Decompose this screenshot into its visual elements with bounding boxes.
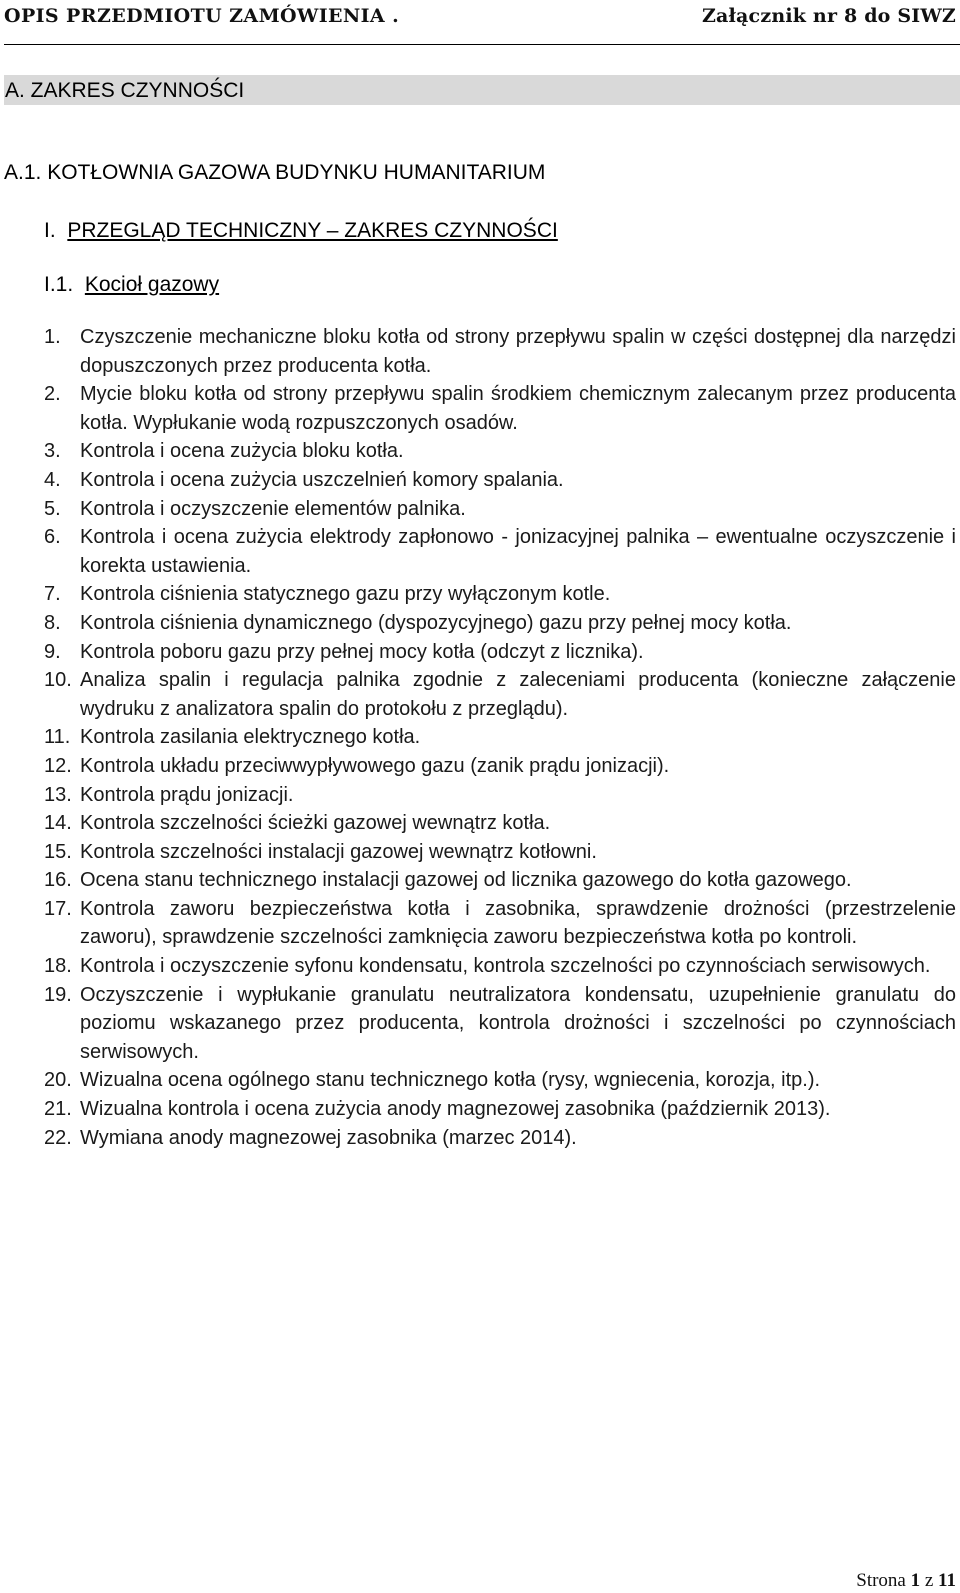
- item-number: 6.: [44, 526, 61, 549]
- item-number: 15.: [44, 840, 72, 863]
- of-label: z: [924, 1570, 934, 1591]
- item-text: Wymiana anody magnezowej zasobnika (marzec 2014).: [80, 1126, 577, 1149]
- item-text: Kontrola ciśnienia statycznego gazu przy wyłączonym kotle.: [80, 583, 611, 606]
- item-text: Ocena stanu technicznego instalacji gazowej od licznika gazowego do kotła gazowego.: [80, 869, 852, 892]
- item-text: Kontrola i ocena zużycia uszczelnień komory spalania.: [80, 468, 564, 491]
- item-number: 2.: [44, 383, 61, 406]
- item-text: Kontrola układu przeciwwypływowego gazu (zanik prądu jonizacji).: [80, 754, 670, 777]
- list-item: [44, 952, 956, 981]
- item-number: 19.: [44, 983, 72, 1006]
- item-text: Kontrola zaworu bezpieczeństwa kotła i zasobnika, sprawdzenie drożności (przestrzelenie zaworu), sprawdzenie szczelności zamknięcia zaworu bezpieczeństwa kotła po kontroli.: [80, 897, 956, 949]
- item-text: Kontrola szczelności instalacji gazowej wewnątrz kotłowni.: [80, 840, 597, 863]
- item-number: 5.: [44, 497, 61, 520]
- list-item: [44, 781, 956, 810]
- page-header: [4, 0, 960, 45]
- item-text: Kontrola poboru gazu przy pełnej mocy kotła (odczyt z licznika).: [80, 640, 644, 663]
- part-heading: [44, 218, 558, 244]
- item-number: 16.: [44, 869, 72, 892]
- list-item: [44, 866, 956, 895]
- list-item: [44, 380, 956, 437]
- item-text: Kontrola ciśnienia dynamicznego (dyspozycyjnego) gazu przy pełnej mocy kotła.: [80, 611, 792, 634]
- list-item: [44, 666, 956, 723]
- item-group-number: I.1.: [44, 273, 74, 296]
- item-number: 11.: [44, 726, 71, 749]
- list-item: [44, 809, 956, 838]
- item-text: Wizualna kontrola i ocena zużycia anody magnezowej zasobnika (październik 2013).: [80, 1098, 831, 1121]
- item-number: 8.: [44, 611, 61, 634]
- list-item: [44, 1124, 956, 1153]
- item-number: 20.: [44, 1069, 72, 1092]
- list-item: [44, 323, 956, 380]
- list-item: [44, 638, 956, 667]
- list-item: [44, 466, 956, 495]
- page-number: 1: [910, 1570, 921, 1591]
- item-number: 17.: [44, 897, 72, 920]
- page-label: Strona: [856, 1570, 906, 1591]
- item-text: Wizualna ocena ogólnego stanu technicznego kotła (rysy, wgniecenia, korozja, itp.).: [80, 1069, 821, 1092]
- item-text: Kontrola szczelności ścieżki gazowej wewnątrz kotła.: [80, 812, 551, 835]
- section-heading-band: [4, 75, 960, 105]
- item-number: 9.: [44, 640, 61, 663]
- header-attachment: Załącznik nr 8 do SIWZ: [701, 5, 956, 27]
- list-item: [44, 495, 956, 524]
- part-number: I.: [44, 219, 56, 242]
- list-item: [44, 523, 956, 580]
- list-item: [44, 752, 956, 781]
- list-item: [44, 1066, 956, 1095]
- list-item: [44, 838, 956, 867]
- item-number: 22.: [44, 1126, 72, 1149]
- item-number: 12.: [44, 754, 72, 777]
- section-heading: A. ZAKRES CZYNNOŚCI: [5, 79, 245, 102]
- item-text: Kontrola zasilania elektrycznego kotła.: [80, 726, 421, 749]
- item-number: 21.: [44, 1098, 72, 1121]
- item-number: 18.: [44, 955, 72, 978]
- item-text: Kontrola i oczyszczenie syfonu kondensatu, kontrola szczelności po czynnościach serwisowych.: [80, 955, 931, 978]
- page-total: 11: [938, 1570, 956, 1591]
- item-text: Kontrola prądu jonizacji.: [80, 783, 294, 806]
- list-item: [44, 609, 956, 638]
- list-item: [44, 580, 956, 609]
- item-text: Czyszczenie mechaniczne bloku kotła od strony przepływu spalin w części dostępnej dla narzędzi dopuszczonych przez producenta kotła.: [80, 326, 956, 377]
- item-text: Oczyszczenie i wypłukanie granulatu neutralizatora kondensatu, uzupełnienie granulatu do poziomu wskazanego przez producenta, kontrola drożności i szczelności po czynnościach serwisowych.: [80, 983, 956, 1063]
- item-text: Kontrola i ocena zużycia elektrody zapłonowo - jonizacyjnej palnika – ewentualne oczyszczenie i korekta ustawienia.: [80, 526, 956, 577]
- list-item: [44, 895, 956, 952]
- list-item: [44, 723, 956, 752]
- activity-list: [44, 323, 956, 1152]
- item-text: Mycie bloku kotła od strony przepływu spalin środkiem chemicznym zalecanym przez producenta kotła. Wypłukanie wodą rozpuszczonych osadów.: [80, 383, 956, 434]
- subsection-heading: A.1. KOTŁOWNIA GAZOWA BUDYNKU HUMANITARIUM: [4, 161, 546, 184]
- item-text: Kontrola i oczyszczenie elementów palnika.: [80, 497, 466, 520]
- item-group-title: Kocioł gazowy: [84, 273, 220, 296]
- list-item: [44, 1095, 956, 1124]
- item-group-heading: [44, 272, 219, 298]
- item-number: 3.: [44, 440, 61, 463]
- item-number: 10.: [44, 669, 72, 692]
- list-item: [44, 437, 956, 466]
- header-title: OPIS PRZEDMIOTU ZAMÓWIENIA .: [4, 5, 400, 27]
- item-number: 14.: [44, 812, 72, 835]
- item-number: 7.: [44, 583, 61, 606]
- list-item: [44, 981, 956, 1067]
- part-title: PRZEGLĄD TECHNICZNY – ZAKRES CZYNNOŚCI: [67, 219, 558, 242]
- item-number: 13.: [44, 783, 72, 806]
- item-text: Kontrola i ocena zużycia bloku kotła.: [80, 440, 404, 463]
- item-number: 1.: [44, 326, 61, 348]
- item-number: 4.: [44, 468, 61, 491]
- page-footer: [856, 1570, 956, 1592]
- item-text: Analiza spalin i regulacja palnika zgodnie z zaleceniami producenta (konieczne załączenie wydruku z analizatora spalin do protokołu z przeglądu).: [80, 669, 956, 720]
